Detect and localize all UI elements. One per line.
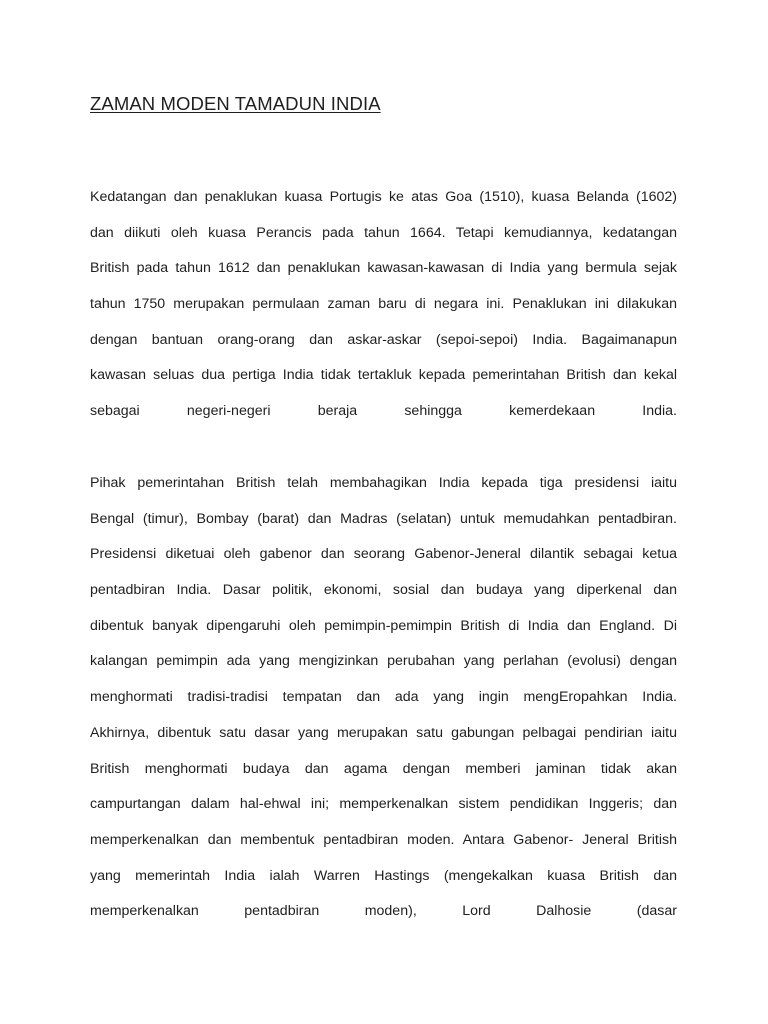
paragraph-line: sebagai negeri-negeri beraja sehingga kemerdekaan India. <box>90 403 677 420</box>
paragraph-2 <box>90 466 677 930</box>
paragraph-line: dengan bantuan orang-orang dan askar-askar (sepoi-sepoi) India. Bagaimanapun <box>90 331 677 348</box>
paragraph-line: Presidensi diketuai oleh gabenor dan seorang Gabenor-Jeneral dilantik sebagai ketua <box>90 546 677 563</box>
paragraph-line: Pihak pemerintahan British telah membahagikan India kepada tiga presidensi iaitu <box>90 475 677 491</box>
paragraph-line: Bengal (timur), Bombay (barat) dan Madras (selatan) untuk memudahkan pentadbiran. <box>90 510 677 527</box>
paragraph-1 <box>90 180 677 430</box>
paragraph-line: dan diikuti oleh kuasa Perancis pada tahun 1664. Tetapi kemudiannya, kedatangan <box>90 224 677 241</box>
paragraph-line: yang memerintah India ialah Warren Hastings (mengekalkan kuasa British dan <box>90 867 677 884</box>
paragraph-line: tahun 1750 merupakan permulaan zaman baru di negara ini. Penaklukan ini dilakukan <box>90 296 677 313</box>
paragraph-line: kawasan seluas dua pertiga India tidak tertakluk kepada pemerintahan British dan kekal <box>90 367 677 384</box>
paragraph-line: British menghormati budaya dan agama dengan memberi jaminan tidak akan <box>90 760 677 777</box>
paragraph-line: pentadbiran India. Dasar politik, ekonomi, sosial dan budaya yang diperkenal dan <box>90 582 677 599</box>
paragraph-line: Akhirnya, dibentuk satu dasar yang merupakan satu gabungan pelbagai pendirian iaitu <box>90 724 677 741</box>
paragraph-line: memperkenalkan dan membentuk pentadbiran moden. Antara Gabenor- Jeneral British <box>90 831 677 848</box>
document-title: ZAMAN MODEN TAMADUN INDIA <box>90 93 381 114</box>
paragraph-line: memperkenalkan pentadbiran moden), Lord Dalhosie (dasar <box>90 903 677 920</box>
paragraph-line: kalangan pemimpin ada yang mengizinkan perubahan yang perlahan (evolusi) dengan <box>90 653 677 670</box>
paragraph-line: dibentuk banyak dipengaruhi oleh pemimpin-pemimpin British di India dan England. Di <box>90 617 677 634</box>
paragraph-line: campurtangan dalam hal-ehwal ini; memperkenalkan sistem pendidikan Inggeris; dan <box>90 796 677 813</box>
paragraph-line: menghormati tradisi-tradisi tempatan dan ada yang ingin mengEropahkan India. <box>90 689 677 706</box>
paragraph-line: Kedatangan dan penaklukan kuasa Portugis ke atas Goa (1510), kuasa Belanda (1602) <box>90 189 677 205</box>
paragraph-line: British pada tahun 1612 dan penaklukan kawasan-kawasan di India yang bermula sejak <box>90 260 677 277</box>
